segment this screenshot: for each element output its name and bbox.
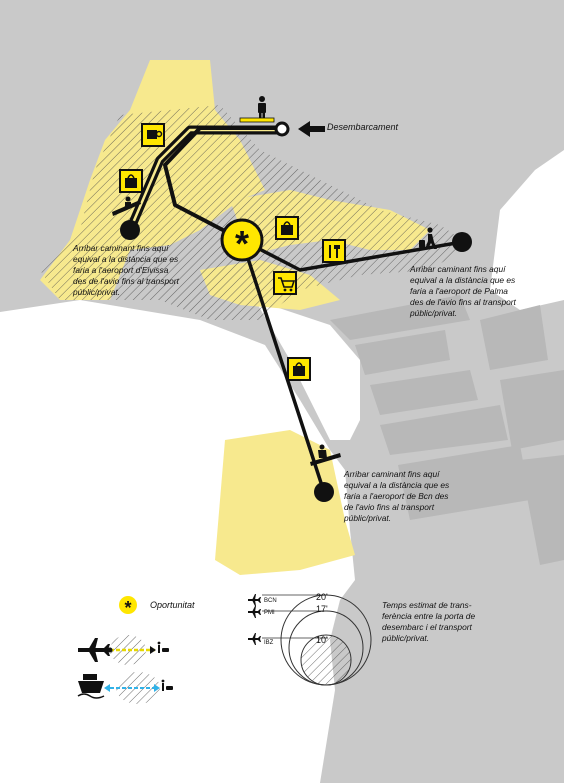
circle-code-bcn: BCN [264, 598, 277, 604]
asterisk-icon: * [124, 598, 132, 618]
coffee-icon [142, 124, 164, 146]
temps-line-4: públic/privat. [382, 633, 430, 643]
cutlery-icon [323, 240, 345, 262]
circle-minutes-ibz: 10' [316, 635, 328, 645]
shopping-bag-icon [276, 217, 298, 239]
endpoint-palma [452, 232, 472, 252]
desembarcament-label: Desembarcament [327, 122, 399, 132]
circle-minutes-bcn: 20' [316, 592, 328, 602]
circle-code-ibz: IBZ [264, 640, 274, 646]
ibiza-line-2: equival a la distància que es [73, 254, 179, 264]
palma-line-1: Arribar caminant fins aquí [410, 264, 506, 274]
bcn-line-5: públic/privat. [344, 513, 392, 523]
legend-oportunitat-label: Oportunitat [150, 600, 195, 610]
disembark-platform [240, 118, 274, 122]
palma-line-5: públic/privat. [410, 308, 458, 318]
legend-temps-text [382, 600, 532, 644]
cart-icon [274, 272, 296, 294]
endpoint-bcn [314, 482, 334, 502]
shopping-bag-icon [120, 170, 142, 192]
endpoint-ibiza [120, 220, 140, 240]
palma-line-2: equival a la distància que es [410, 275, 516, 285]
ibiza-line-3: faria a l'aeroport d'Eivissa [73, 265, 169, 275]
bcn-line-2: equival a la distància que es [344, 480, 450, 490]
bcn-line-3: faria a l'aeroport de Bcn des [344, 491, 449, 501]
asterisk-icon: * [234, 223, 250, 264]
temps-line-2: ferència entre la porta de [382, 611, 476, 621]
circle-minutes-pmi: 17' [316, 604, 328, 614]
bcn-line-1: Arribar caminant fins aquí [344, 469, 440, 479]
ibiza-line-4: des de l'avio fins al transport [73, 276, 179, 286]
palma-line-3: faria a l'aeroport de Palma [410, 286, 508, 296]
ibiza-annotation [73, 243, 243, 298]
bcn-line-4: de l'avio fins al transport [344, 502, 435, 512]
ibiza-line-1: Arribar caminant fins aquí [73, 243, 169, 253]
bcn-annotation [344, 469, 504, 524]
disembark-node [276, 123, 288, 135]
circle-code-pmi: PMI [264, 610, 275, 616]
temps-line-3: desembarc i el transport [382, 622, 472, 632]
shopping-bag-icon [288, 358, 310, 380]
palma-annotation [410, 264, 560, 319]
palma-line-4: des de l'avio fins al transport [410, 297, 516, 307]
ibiza-line-5: públic/privat. [73, 287, 121, 297]
temps-line-1: Temps estimat de trans- [382, 600, 472, 610]
